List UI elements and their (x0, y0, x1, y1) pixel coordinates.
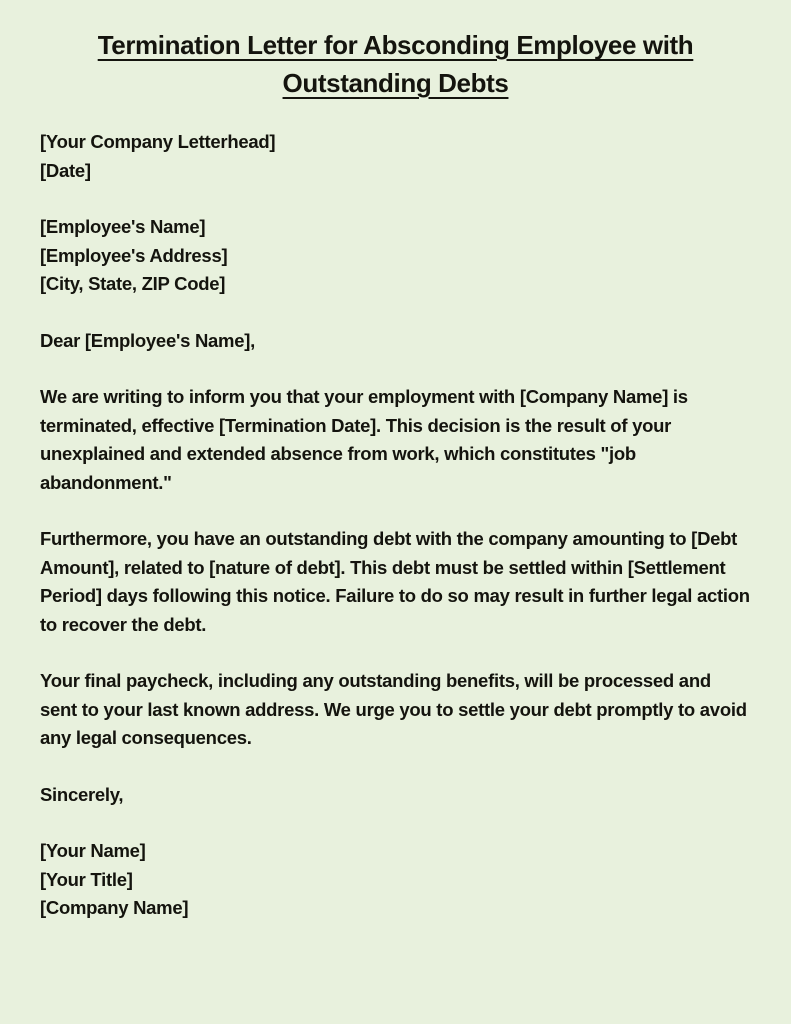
body-paragraph-3 (40, 667, 751, 753)
employee-address-placeholder: [Employee's Address] (40, 244, 228, 266)
signer-company-placeholder: [Company Name] (40, 897, 189, 918)
closing-block (40, 781, 751, 810)
employee-name-placeholder: [Employee's Name] (40, 216, 206, 237)
signer-title-placeholder: [Your Title] (40, 868, 133, 890)
recipient-block (40, 213, 751, 299)
letter-title: Termination Letter for Absconding Employee with Outstanding Debts (97, 30, 694, 98)
company-letterhead-placeholder: [Your Company Letterhead] (40, 131, 276, 152)
signature-block (40, 837, 751, 923)
salutation-block (40, 327, 751, 356)
city-state-zip-placeholder: [City, State, ZIP Code] (40, 273, 226, 294)
letterhead-block (40, 128, 751, 185)
paragraph-final-paycheck: Your final paycheck, including any outstanding benefits, will be processed and sent to your last known address. We urge you to settle your debt promptly to avoid any legal consequences. (40, 670, 747, 748)
signer-name-placeholder: [Your Name] (40, 840, 146, 861)
closing-line: Sincerely, (40, 783, 124, 805)
paragraph-outstanding-debt: Furthermore, you have an outstanding debt with the company amounting to [Debt Amount], related to [nature of debt]. This debt must be settled within [Settlement Period] days following this notice. Failure to do so may result in further legal action to recover the debt. (40, 528, 750, 635)
body-paragraph-1 (40, 383, 751, 497)
paragraph-termination-notice: We are writing to inform you that your employment with [Company Name] is terminated, effective [Termination Date]. This decision is the result of your unexplained and extended absence from work, which constitutes "job abandonment." (40, 386, 688, 493)
body-paragraph-2 (40, 525, 751, 639)
salutation-line: Dear [Employee's Name], (40, 329, 255, 351)
date-placeholder: [Date] (40, 159, 91, 181)
